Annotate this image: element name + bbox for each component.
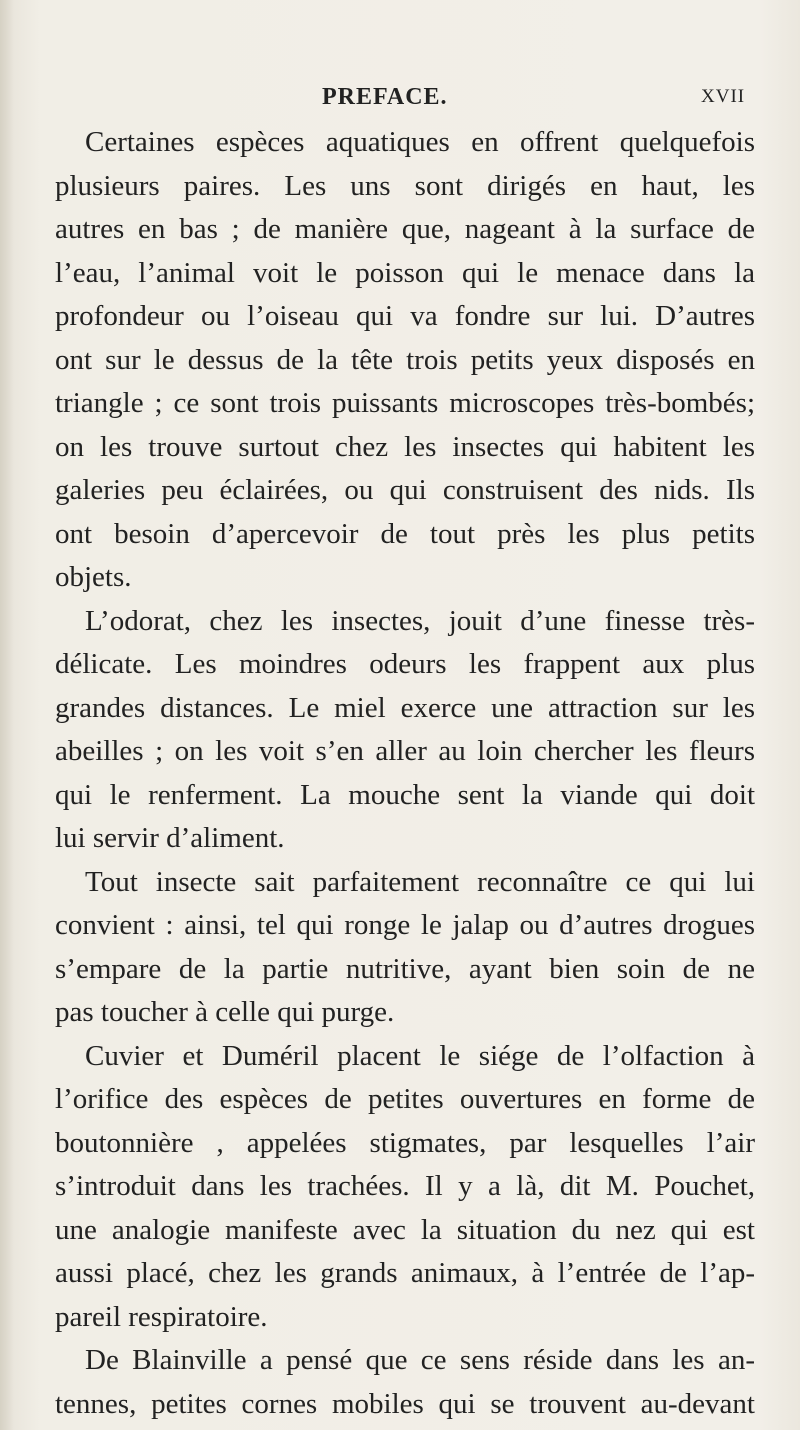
page-number: XVII — [701, 86, 746, 107]
text-line: galeries peu éclairées, ou qui construisent des nids. Ils — [55, 474, 755, 506]
text-line: De Blainville a pensé que ce sens réside dans les an- — [85, 1344, 755, 1376]
text-line: tennes, petites cornes mobiles qui se trouvent au-devant — [55, 1387, 755, 1420]
text-line: plusieurs paires. Les uns sont dirigés en haut, les — [55, 169, 755, 202]
text-line: convient : ainsi, tel qui ronge le jalap ou d’autres drogues — [55, 909, 755, 941]
running-head — [0, 76, 800, 116]
text-line: aussi placé, chez les grands animaux, à l’entrée de l’ap- — [55, 1257, 755, 1289]
text-line: lui servir d’aliment. — [55, 822, 285, 854]
text-line: l’eau, l’animal voit le poisson qui le menace dans la — [55, 256, 755, 289]
text-line: boutonnière , appelées stigmates, par lesquelles l’air — [55, 1126, 755, 1159]
text-line: une analogie manifeste avec la situation du nez qui est — [55, 1213, 755, 1246]
text-line: triangle ; ce sont trois puissants microscopes très-bombés; — [55, 387, 755, 419]
text-line: L’odorat, chez les insectes, jouit d’une finesse très- — [85, 604, 755, 637]
text-line: Tout insecte sait parfaitement reconnaître ce qui lui — [85, 865, 755, 898]
running-head-title: PREFACE. — [322, 84, 448, 110]
text-line: profondeur ou l’oiseau qui va fondre sur lui. D’autres — [55, 300, 755, 332]
text-line: grandes distances. Le miel exerce une attraction sur les — [55, 691, 755, 724]
text-line: s’introduit dans les trachées. Il y a là, dit M. Pouchet, — [55, 1170, 755, 1202]
binding-shadow — [0, 0, 14, 1430]
text-line: ont besoin d’apercevoir de tout près les plus petits — [55, 517, 755, 550]
text-line: ont sur le dessus de la tête trois petits yeux disposés en — [55, 343, 755, 376]
text-line: abeilles ; on les voit s’en aller au loin chercher les fleurs — [55, 735, 755, 767]
text-line: pareil respiratoire. — [55, 1300, 268, 1333]
text-line: Cuvier et Duméril placent le siége de l’olfaction à — [85, 1039, 755, 1072]
text-line: Certaines espèces aquatiques en offrent quelquefois — [85, 126, 755, 158]
text-line: on les trouve surtout chez les insectes qui habitent les — [55, 430, 755, 463]
body-text — [55, 121, 755, 1426]
text-line: pas toucher à celle qui purge. — [55, 996, 395, 1028]
text-line: qui le renferment. La mouche sent la viande qui doit — [55, 778, 755, 811]
text-line: l’orifice des espèces de petites ouvertures en forme de — [55, 1083, 755, 1115]
text-line: autres en bas ; de manière que, nageant à la surface de — [55, 213, 755, 245]
text-line: objets. — [55, 561, 132, 593]
text-line: délicate. Les moindres odeurs les frappent aux plus — [55, 648, 755, 680]
text-line: s’empare de la partie nutritive, ayant bien soin de ne — [55, 952, 755, 985]
